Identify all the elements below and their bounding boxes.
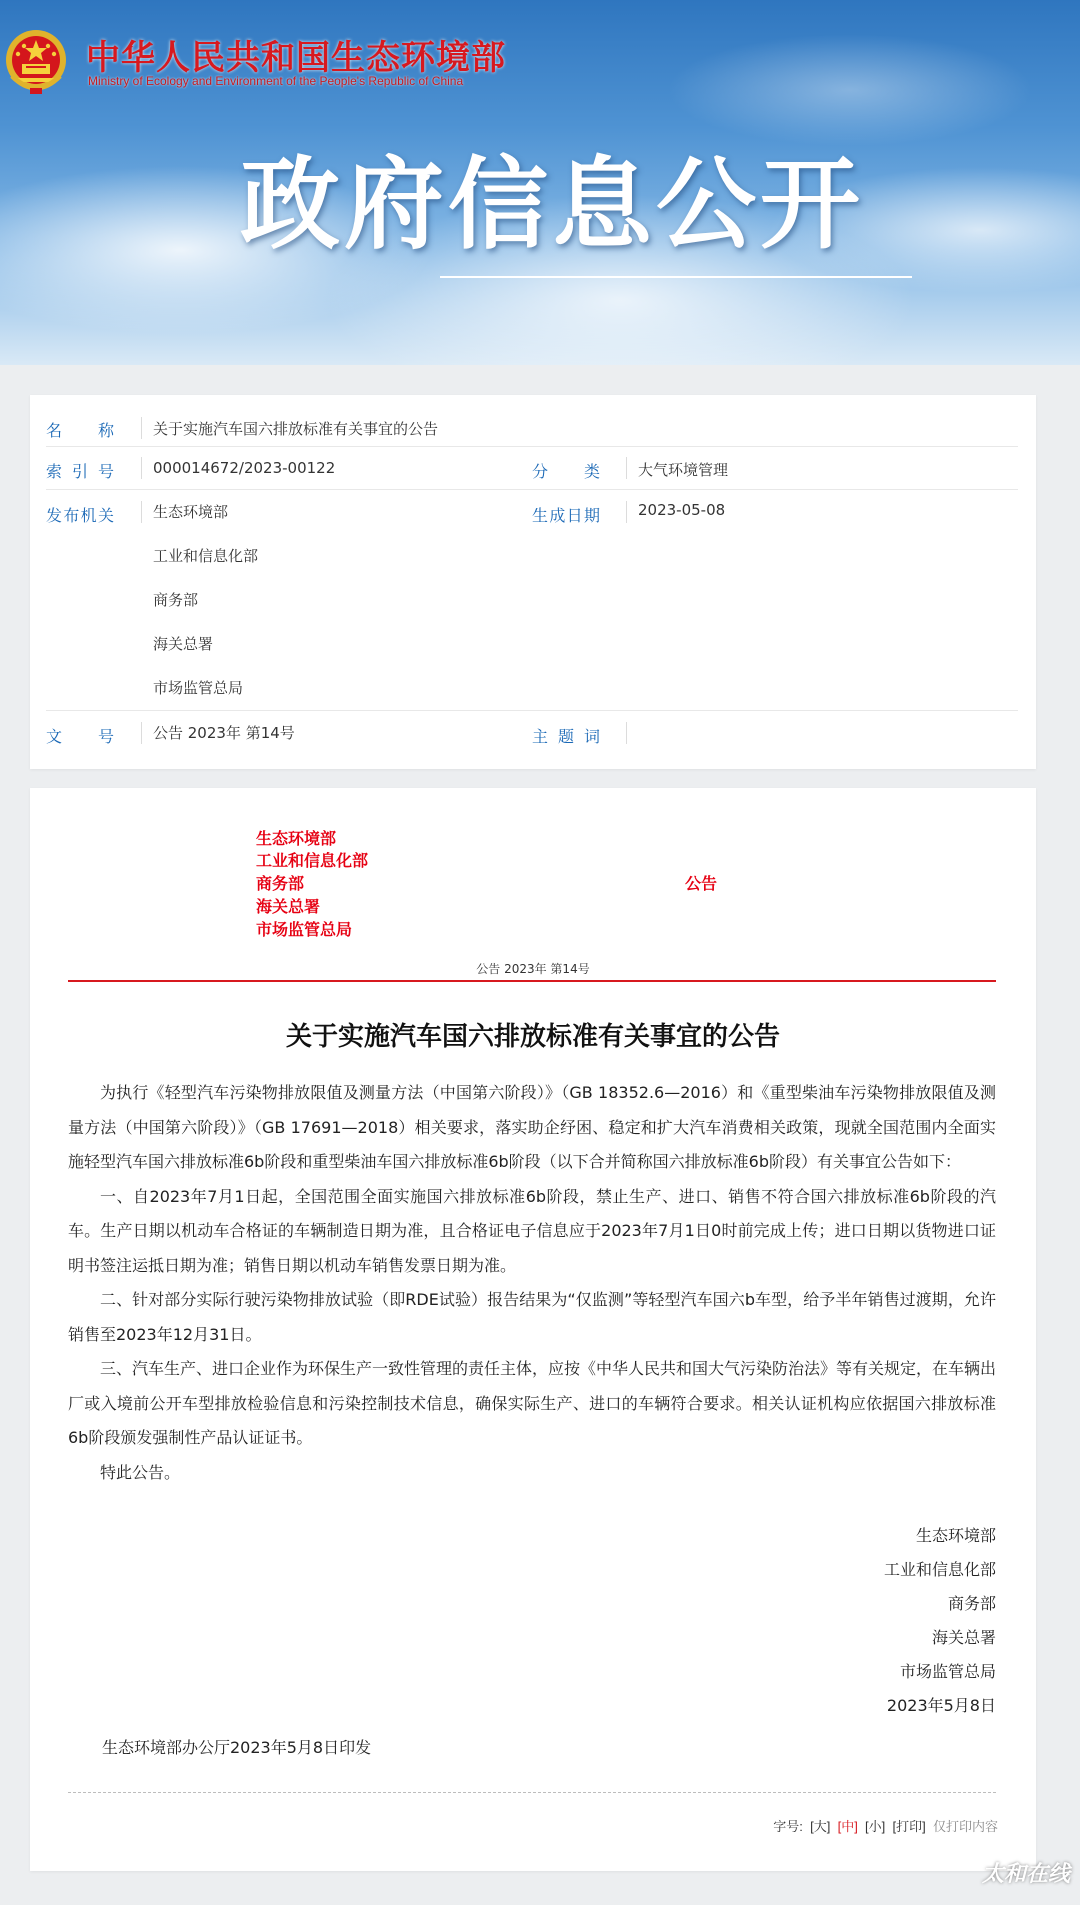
meta-issuer-value: 市场监管总局 [153, 679, 244, 697]
meta-separator [626, 722, 627, 744]
meta-category-label: 分 类 [532, 462, 600, 481]
doc-title: 关于实施汽车国六排放标准有关事宜的公告 [285, 1022, 780, 1052]
dotted-divider [68, 1792, 996, 1793]
font-size-label: 字号: [773, 1819, 803, 1834]
meta-keywords-label: 主 题 词 [532, 727, 600, 746]
meta-date-value: 2023-05-08 [638, 501, 726, 519]
font-small-button[interactable]: [小] [865, 1819, 886, 1834]
meta-separator [141, 457, 142, 479]
meta-separator [626, 457, 627, 479]
header-banner [0, 0, 1080, 365]
meta-issuer-value: 商务部 [153, 591, 199, 609]
meta-name-value: 关于实施汽车国六排放标准有关事宜的公告 [153, 420, 439, 438]
doc-issuer: 工业和信息化部 [256, 851, 369, 870]
watermark-logo: 太和在线 [981, 1861, 1070, 1886]
font-large-button[interactable]: [大] [810, 1819, 831, 1834]
meta-docno-label: 文 号 [46, 727, 114, 746]
meta-separator [141, 722, 142, 744]
document-content-card [30, 788, 1036, 1871]
font-size-tools [773, 1816, 998, 1835]
meta-index-value: 000014672/2023-00122 [153, 459, 336, 477]
doc-signatory: 生态环境部 [915, 1526, 996, 1545]
meta-row-name [46, 410, 1018, 447]
font-medium-button[interactable]: [中] [837, 1819, 858, 1834]
doc-signatory: 市场监管总局 [899, 1662, 996, 1681]
ministry-name-cn: 中华人民共和国生态环境部 [86, 38, 506, 78]
print-content-button[interactable]: 仅打印内容 [932, 1819, 998, 1834]
doc-sign-date: 2023年5月8日 [886, 1696, 996, 1715]
national-emblem-icon [4, 26, 68, 98]
doc-issued-line: 生态环境部办公厅2023年5月8日印发 [102, 1738, 372, 1757]
ministry-name-en: Ministry of Ecology and Environment of the People's Republic of China [88, 74, 464, 88]
doc-paragraph: 三、汽车生产、进口企业作为环保生产一致性管理的责任主体，应按《中华人民共和国大气污染防治法》等有关规定，在车辆出厂或入境前公开车型排放检验信息和污染控制技术信息，确保实际生产、进口的车辆符合要求。相关认证机构应依据国六排放标准6b阶段颁发强制性产品认证证书。 [68, 1359, 997, 1447]
meta-issuer-value: 工业和信息化部 [153, 547, 259, 565]
doc-number: 公告 2023年 第14号 [476, 962, 590, 976]
meta-row-docno [46, 710, 1018, 754]
meta-docno-value: 公告 2023年 第14号 [153, 724, 295, 742]
doc-paragraph: 为执行《轻型汽车污染物排放限值及测量方法（中国第六阶段）》（GB 18352.6—2016）和《重型柴油车污染物排放限值及测量方法（中国第六阶段）》（GB 17691—2018）相关要求，落实助企纾困、稳定和扩大汽车消费相关政策，现就全国范围内全面实施轻型汽车国六排放标准6b阶段和重型柴油车国六排放标准6b阶段（以下合并简称国六排放标准6b阶段）有关事宜公告如下： [68, 1083, 996, 1171]
doc-paragraph: 一、自2023年7月1日起，全国范围全面实施国六排放标准6b阶段，禁止生产、进口、销售不符合国六排放标准6b阶段的汽车。生产日期以机动车合格证的车辆制造日期为准，且合格证电子信息应于2023年7月1日0时前完成上传；进口日期以货物进口证明书签注运抵日期为准；销售日期以机动车销售发票日期为准。 [68, 1186, 996, 1275]
meta-separator [141, 417, 142, 439]
meta-issuer-label: 发布机关 [46, 506, 114, 525]
doc-issuer: 生态环境部 [256, 829, 337, 848]
banner-divider [440, 276, 912, 278]
meta-separator [141, 501, 142, 523]
banner-title: 政府信息公开 [240, 146, 864, 263]
meta-row-issuer [46, 489, 1018, 711]
doc-issuer: 市场监管总局 [256, 920, 353, 939]
meta-category-value: 大气环境管理 [638, 461, 729, 479]
doc-signatory: 商务部 [947, 1594, 996, 1613]
doc-issuer: 商务部 [256, 874, 305, 893]
meta-index-label: 索 引 号 [46, 462, 114, 481]
red-divider [68, 980, 996, 982]
doc-issuer: 海关总署 [256, 897, 321, 916]
print-button[interactable]: [打印] [892, 1819, 926, 1834]
doc-notice-word: 公告 [685, 874, 718, 893]
meta-issuer-value: 海关总署 [153, 635, 214, 653]
doc-signatory: 工业和信息化部 [883, 1560, 996, 1579]
doc-signatory: 海关总署 [931, 1628, 996, 1647]
meta-date-label: 生成日期 [532, 506, 600, 525]
doc-body [68, 1076, 996, 1490]
meta-row-index [46, 446, 1018, 490]
meta-name-label: 名 称 [46, 421, 114, 440]
doc-paragraph: 特此公告。 [100, 1462, 181, 1482]
document-metadata-card [30, 395, 1036, 769]
meta-issuer-value: 生态环境部 [153, 503, 229, 521]
meta-separator [626, 501, 627, 523]
doc-paragraph: 二、针对部分实际行驶污染物排放试验（即RDE试验）报告结果为“仅监测”等轻型汽车国六b车型，给予半年销售过渡期，允许销售至2023年12月31日。 [68, 1290, 996, 1344]
